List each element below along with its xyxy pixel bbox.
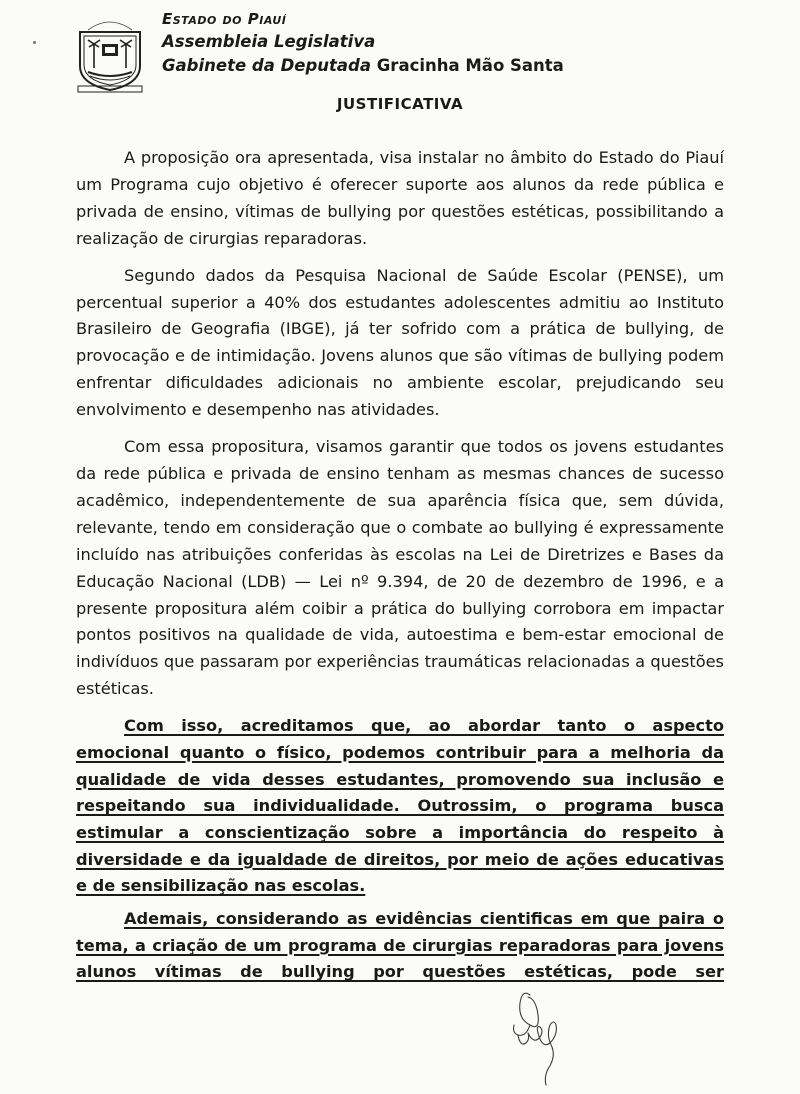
office-line bbox=[162, 54, 564, 78]
deputy-name: Gracinha Mão Santa bbox=[376, 56, 564, 75]
paragraph-3: Com essa propositura, visamos garantir que todos os jovens estudantes da rede pública e privada de ensino tenham as mesmas chances de sucesso acadêmico, independentemente de sua aparência física que, sem dúvida, relevante, tendo em consideração que o combate ao bullying é expressamente incluído nas atribuições conferidas às escolas na Lei de Diretrizes e Bases da Educação Nacional (LDB) — Lei nº 9.394, de 20 de dezembro de 1996, e a presente propositura além coibir a prática do bullying corrobora em impactar pontos positivos na qualidade de vida, autoestima e bem-estar emocional de indivíduos que passaram por experiências traumáticas relacionadas a questões estéticas. bbox=[76, 437, 724, 699]
state-seal-icon bbox=[74, 10, 146, 94]
office-prefix: Gabinete da Deputada bbox=[162, 56, 372, 75]
paragraph-2: Segundo dados da Pesquisa Nacional de Saúde Escolar (PENSE), um percentual superior a 40% dos estudantes adolescentes admitiu ao Instituto Brasileiro de Geografia (IBGE), já ter sofrido com a prática de bullying, de provocação e de intimidação. Jovens alunos que são vítimas de bullying podem enfrentar dificuldades adicionais no ambiente escolar, prejudicando seu envolvimento e desempenho nas atividades. bbox=[76, 265, 724, 420]
paragraph-4-underlined: Com isso, acreditamos que, ao abordar tanto o aspecto emocional quanto o físico, podemos contribuir para a melhoria da qualidade de vida desses estudantes, promovendo sua inclusão e respeitando sua individualidade. Outrossim, o programa busca estimular a conscientização sobre a importância do respeito à diversidade e da igualdade de direitos, por meio de ações educativas e de sensibilização nas escolas. bbox=[76, 716, 724, 896]
assembly-name: Assembleia Legislativa bbox=[162, 32, 376, 51]
handwritten-signature bbox=[500, 985, 580, 1090]
paragraph-1: A proposição ora apresentada, visa instalar no âmbito do Estado do Piauí um Programa cujo objetivo é oferecer suporte aos alunos da rede pública e privada de ensino, vítimas de bullying por questões estéticas, possibilitando a realização de cirurgias reparadoras. bbox=[76, 148, 724, 248]
document-title: JUSTIFICATIVA bbox=[336, 95, 464, 113]
paragraph-5-underlined: Ademais, considerando as evidências cientificas em que paira o tema, a criação de um programa de cirurgias reparadoras para jovens alunos vítimas de bullying por questões estéticas, pode ser bbox=[76, 909, 724, 982]
letterhead bbox=[162, 8, 564, 78]
document-body bbox=[76, 145, 724, 992]
scan-speck bbox=[32, 30, 37, 35]
state-name: Estado do Piauí bbox=[162, 10, 287, 28]
